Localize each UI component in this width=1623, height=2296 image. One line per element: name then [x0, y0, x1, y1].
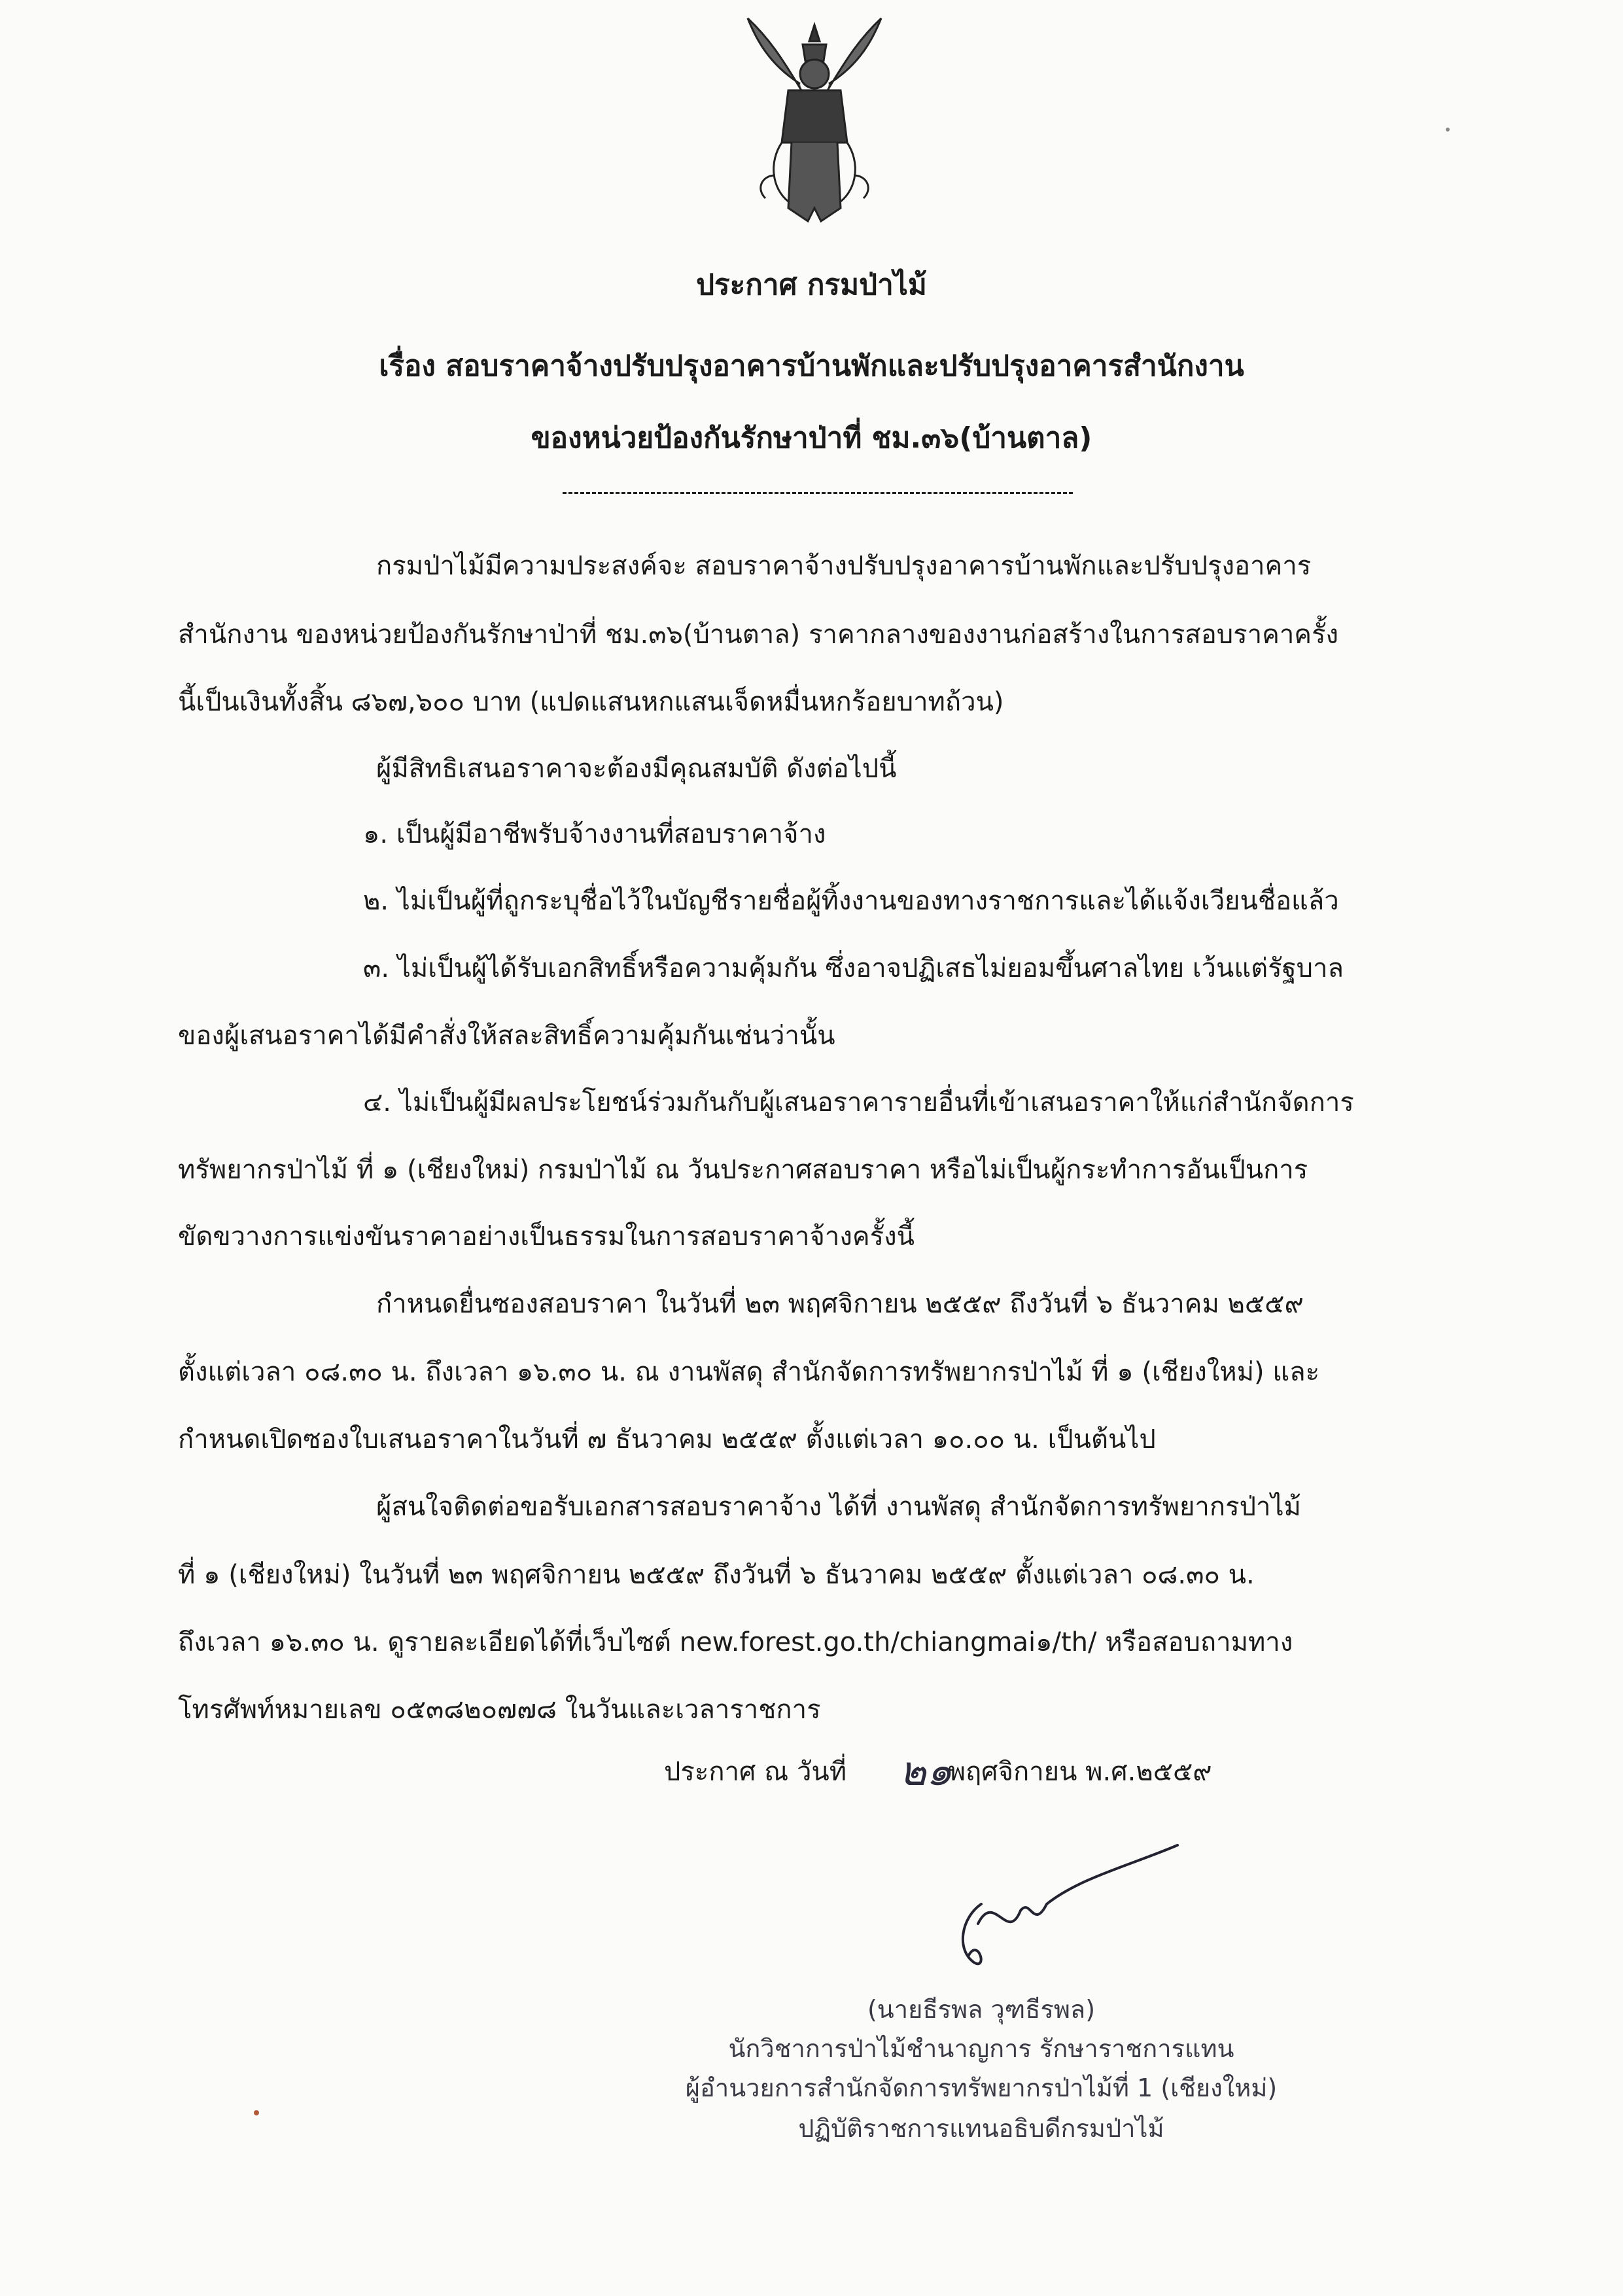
- qualification-3b: ของผู้เสนอราคาได้มีคำสั่งให้สละสิทธิ์ความคุ้มกันเช่นว่านั้น: [178, 1021, 835, 1051]
- qualification-4c: ขัดขวางการแข่งขันราคาอย่างเป็นธรรมในการสอบราคาจ้างครั้งนี้: [178, 1222, 915, 1252]
- signatory-position-3: ปฏิบัติราชการแทนอธิบดีกรมป่าไม้: [798, 2114, 1164, 2143]
- margin-speck: [1446, 128, 1450, 132]
- schedule-line-1: กำหนดยื่นซองสอบราคา ในวันที่ ๒๓ พฤศจิกายน ๒๕๕๙ ถึงวันที่ ๖ ธันวาคม ๒๕๕๙: [376, 1289, 1304, 1319]
- subject-line-2: ของหน่วยป้องกันรักษาป่าที่ ชม.๓๖(บ้านตาล): [531, 421, 1092, 455]
- garuda-emblem-icon: [742, 12, 886, 228]
- signatory-position-2: ผู้อำนวยการสำนักจัดการทรัพยากรป่าไม้ที่ 1 (เชียงใหม่): [685, 2074, 1278, 2102]
- contact-line-3: ถึงเวลา ๑๖.๓๐ น. ดูรายละเอียดได้ที่เว็บไซต์ new.forest.go.th/chiangmai๑/th/ หรือสอบถามทาง: [178, 1627, 1293, 1657]
- qualification-3a: ๓. ไม่เป็นผู้ได้รับเอกสิทธิ์หรือความคุ้มกัน ซึ่งอาจปฏิเสธไม่ยอมขึ้นศาลไทย เว้นแต่รัฐบาล: [363, 953, 1344, 983]
- signatory-name: (นายธีรพล วุฑธีรพล): [867, 1995, 1096, 2024]
- handwritten-signature-icon: [916, 1826, 1191, 1976]
- schedule-line-2: ตั้งแต่เวลา ๐๘.๓๐ น. ถึงเวลา ๑๖.๓๐ น. ณ งานพัสดุ สำนักจัดการทรัพยากรป่าไม้ ที่ ๑ (เชียงใหม่) และ: [178, 1357, 1320, 1387]
- qualification-heading: ผู้มีสิทธิเสนอราคาจะต้องมีคุณสมบัติ ดังต่อไปนี้: [376, 754, 897, 784]
- qualification-2: ๒. ไม่เป็นผู้ที่ถูกระบุชื่อไว้ในบัญชีรายชื่อผู้ทิ้งงานของทางราชการและได้แจ้งเวียนชื่อแล้ว: [363, 886, 1339, 916]
- date-prefix: ประกาศ ณ วันที่: [664, 1757, 847, 1787]
- qualification-1: ๑. เป็นผู้มีอาชีพรับจ้างงานที่สอบราคาจ้าง: [363, 819, 826, 849]
- qualification-4b: ทรัพยากรป่าไม้ ที่ ๑ (เชียงใหม่) กรมป่าไม้ ณ วันประกาศสอบราคา หรือไม่เป็นผู้กระทำการอันเป็นการ: [178, 1155, 1308, 1185]
- intro-line-2: สำนักงาน ของหน่วยป้องกันรักษาป่าที่ ชม.๓๖(บ้านตาล) ราคากลางของงานก่อสร้างในการสอบราคาครั้ง: [178, 620, 1339, 650]
- announcement-title: ประกาศ กรมป่าไม้: [696, 268, 927, 302]
- schedule-line-3: กำหนดเปิดซองใบเสนอราคาในวันที่ ๗ ธันวาคม ๒๕๕๙ ตั้งแต่เวลา ๑๐.๐๐ น. เป็นต้นไป: [178, 1424, 1156, 1455]
- signatory-position-1: นักวิชาการป่าไม้ชำนาญการ รักษาราชการแทน: [728, 2034, 1234, 2063]
- title-divider: [563, 492, 1073, 494]
- contact-line-1: ผู้สนใจติดต่อขอรับเอกสารสอบราคาจ้าง ได้ที่ งานพัสดุ สำนักจัดการทรัพยากรป่าไม้: [376, 1492, 1301, 1522]
- subject-line-1: เรื่อง สอบราคาจ้างปรับปรุงอาคารบ้านพักและปรับปรุงอาคารสำนักงาน: [379, 349, 1244, 383]
- contact-line-2: ที่ ๑ (เชียงใหม่) ในวันที่ ๒๓ พฤศจิกายน ๒๕๕๙ ถึงวันที่ ๖ ธันวาคม ๒๕๕๙ ตั้งแต่เวลา ๐๘.๓๐ น.: [178, 1560, 1255, 1590]
- qualification-4a: ๔. ไม่เป็นผู้มีผลประโยชน์ร่วมกันกับผู้เสนอราคารายอื่นที่เข้าเสนอราคาให้แก่สำนักจัดการ: [363, 1087, 1354, 1118]
- intro-line-1: กรมป่าไม้มีความประสงค์จะ สอบราคาจ้างปรับปรุงอาคารบ้านพักและปรับปรุงอาคาร: [376, 551, 1312, 581]
- date-suffix: พฤศจิกายน พ.ศ.๒๕๕๙: [948, 1757, 1212, 1787]
- contact-line-4: โทรศัพท์หมายเลข ๐๕๓๘๒๐๗๗๘ ในวันและเวลาราชการ: [178, 1695, 821, 1725]
- intro-line-3: นี้เป็นเงินทั้งสิ้น ๘๖๗,๖๐๐ บาท (แปดแสนหกแสนเจ็ดหมื่นหกร้อยบาทถ้วน): [178, 687, 1004, 717]
- margin-speck: [254, 2110, 259, 2115]
- handwritten-day: ๒๑: [899, 1747, 952, 1795]
